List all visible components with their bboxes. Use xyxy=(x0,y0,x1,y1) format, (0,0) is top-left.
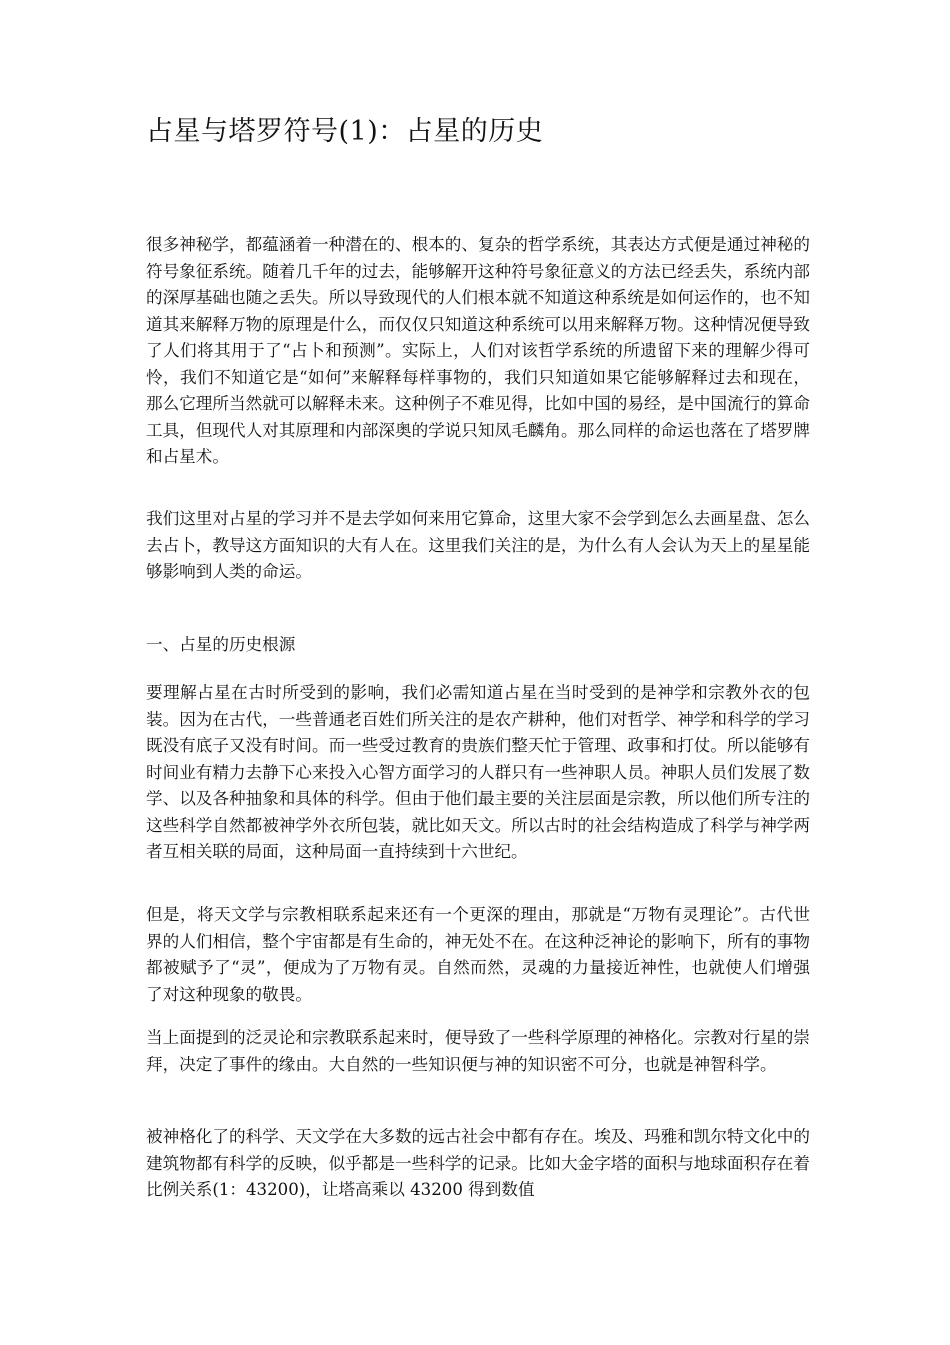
intro-paragraph-2: 我们这里对占星的学习并不是去学如何来用它算命，这里大家不会学到怎么去画星盘、怎么去占卜，教导这方面知识的大有人在。这里我们关注的是，为什么有人会认为天上的星星能够影响到人类的命运。 xyxy=(146,509,810,581)
document-title: 占星与塔罗符号(1)：占星的历史 xyxy=(146,116,544,147)
section-paragraph-4: 被神格化了的科学、天文学在大多数的远古社会中都有存在。埃及、玛雅和凯尔特文化中的建筑物都有科学的反映，似乎都是一些科学的记录。比如大金字塔的面积与地球面积存在着比例关系(1：43200)，让塔高乘以 43200 得到数值 xyxy=(146,1127,810,1199)
section-paragraph-1: 要理解占星在古时所受到的影响，我们必需知道占星在当时受到的是神学和宗教外衣的包装。因为在古代，一些普通老百姓们所关注的是农产耕种，他们对哲学、神学和科学的学习既没有底子又没有时间。而一些受过教育的贵族们整天忙于管理、政事和打仗。所以能够有时间业有精力去静下心来投入心智方面学习的人群只有一些神职人员。神职人员们发展了数学、以及各种抽象和具体的科学。但由于他们最主要的关注层面是宗教，所以他们所专注的这些科学自然都被神学外衣所包装，就比如天文。所以古时的社会结构造成了科学与神学两者互相关联的局面，这种局面一直持续到十六世纪。 xyxy=(146,683,810,861)
intro-paragraph-1: 很多神秘学，都蕴涵着一种潜在的、根本的、复杂的哲学系统，其表达方式便是通过神秘的符号象征系统。随着几千年的过去，能够解开这种符号象征意义的方法已经丢失，系统内部的深厚基础也随之丢失。所以导致现代的人们根本就不知道这种系统是如何运作的，也不知道其来解释万物的原理是什么，而仅仅只知道这种系统可以用来解释万物。这种情况便导致了人们将其用于了“占卜和预测”。实际上，人们对该哲学系统的所遗留下来的理解少得可怜，我们不知道它是“如何”来解释每样事物的，我们只知道如果它能够解释过去和现在，那么它理所当然就可以解释未来。这种例子不难见得，比如中国的易经，是中国流行的算命工具，但现代人对其原理和内部深奥的学说只知凤毛麟角。那么同样的命运也落在了塔罗牌和占星术。 xyxy=(146,235,810,466)
section-paragraph-3: 当上面提到的泛灵论和宗教联系起来时，便导致了一些科学原理的神格化。宗教对行星的崇拜，决定了事件的缘由。大自然的一些知识便与神的知识密不可分，也就是神智科学。 xyxy=(146,1028,810,1074)
section-paragraph-2: 但是，将天文学与宗教相联系起来还有一个更深的理由，那就是“万物有灵理论”。古代世界的人们相信，整个宇宙都是有生命的，神无处不在。在这种泛神论的影响下，所有的事物都被赋予了“灵”，便成为了万物有灵。自然而然，灵魂的力量接近神性，也就使人们增强了对这种现象的敬畏。 xyxy=(146,905,810,1004)
section-heading: 一、占星的历史根源 xyxy=(146,635,296,654)
